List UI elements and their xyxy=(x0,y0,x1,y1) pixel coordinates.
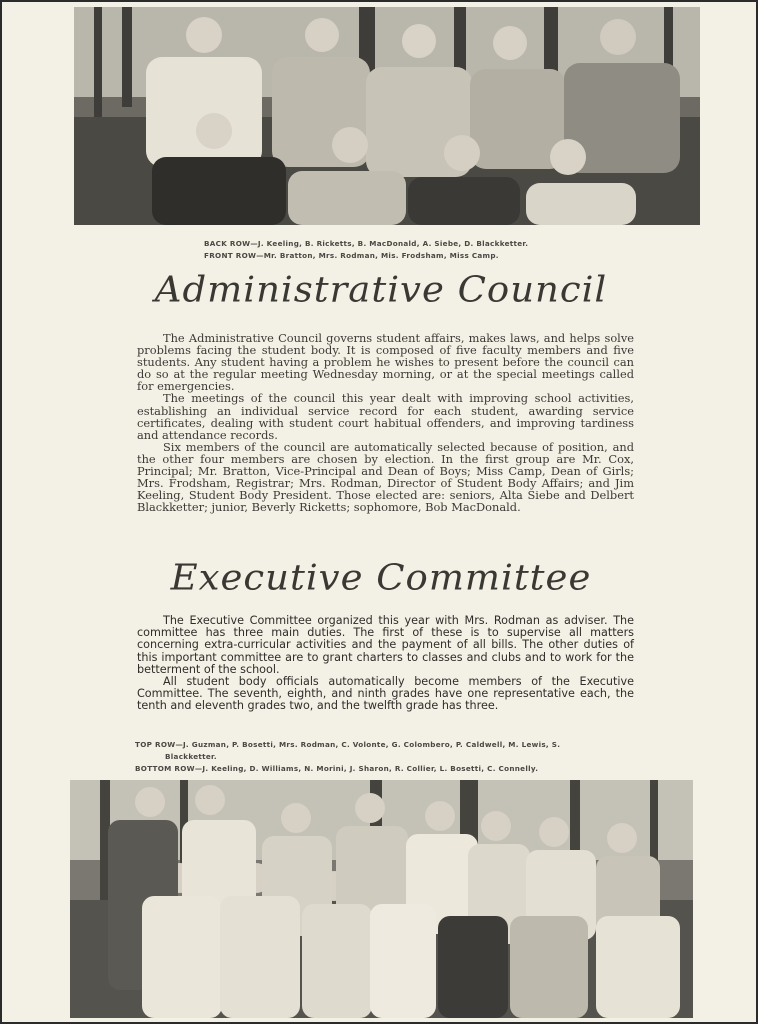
council-paragraph: The meetings of the council this year dealt with improving school activities, establishing an individual service record for each student, awarding service certificates, dealing with student court habitual offenders, and improving tardiness and attendance records. xyxy=(137,391,634,442)
executive-committee-heading: Executive Committee xyxy=(170,557,592,598)
council-paragraph: The Administrative Council governs student affairs, makes laws, and helps solve problems facing the student body. It is composed of five faculty members and five students. Any student having a problem he wishes to present before the council can do so at the regular meeting Wednesday morning, or at the special meetings called for emergencies. xyxy=(137,331,634,394)
committee-paragraph: The Executive Committee organized this year with Mrs. Rodman as adviser. The committee has three main duties. The first of these is to supervise all matters concerning extra-curricular activities and the payment of all bills. The other duties of this important committee are to grant charters to classes and clubs and to work for the betterment of the school. xyxy=(137,614,634,676)
administrative-council-heading: Administrative Council xyxy=(154,269,608,310)
committee-group-photo xyxy=(70,780,693,1018)
front-row-caption: FRONT ROW—Mr. Bratton, Mrs. Rodman, Mis. Frodsham, Miss Camp. xyxy=(204,251,499,260)
bottom-row-caption: BOTTOM ROW—J. Keeling, D. Williams, N. Morini, J. Sharon, R. Collier, L. Bosetti, C. Connelly. xyxy=(135,764,539,773)
council-photo-caption xyxy=(204,238,528,262)
top-row-caption-continued: Blackketter. xyxy=(165,752,217,761)
committee-photo-caption xyxy=(135,739,615,775)
council-group-photo xyxy=(74,7,700,225)
back-row-caption: BACK ROW—J. Keeling, B. Ricketts, B. MacDonald, A. Siebe, D. Blackketter. xyxy=(204,239,529,248)
committee-paragraph: All student body officials automatically become members of the Executive Committee. The seventh, eighth, and ninth grades have one representative each, the tenth and eleventh grades two, and the twelfth grade has three. xyxy=(137,675,634,713)
committee-body-text xyxy=(137,615,634,713)
council-paragraph: Six members of the council are automatically selected because of position, and the other four members are chosen by election. In the first group are Mr. Cox, Principal; Mr. Bratton, Vice-Principal and Dean of Boys; Miss Camp, Dean of Girls; Mrs. Frodsham, Registrar; Mrs. Rodman, Director of Student Body Affairs; and Jim Keeling, Student Body President. Those elected are: seniors, Alta Siebe and Delbert Blackketter; junior, Beverly Ricketts; sophomore, Bob MacDonald. xyxy=(137,439,634,515)
top-row-caption: TOP ROW—J. Guzman, P. Bosetti, Mrs. Rodman, C. Volonte, G. Colombero, P. Caldwell, M. Lewis, S. xyxy=(135,740,561,749)
council-body-text xyxy=(137,332,634,513)
